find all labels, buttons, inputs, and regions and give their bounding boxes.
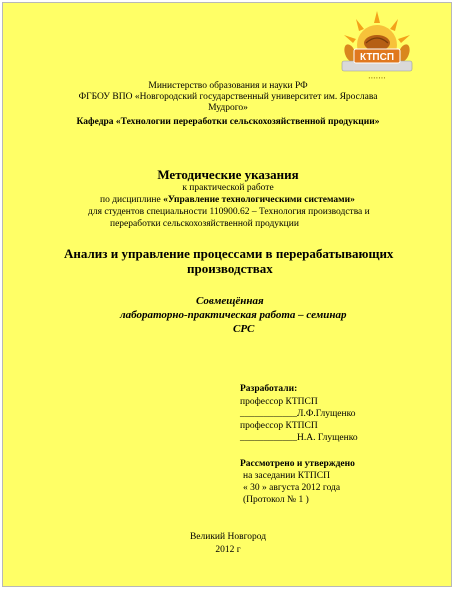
authors-line-3: профессор КТПСП [240, 421, 318, 431]
footer-year: 2012 г [215, 545, 241, 555]
authors-line-1: профессор КТПСП [240, 397, 318, 407]
university-line-2: Мудрого» [208, 103, 248, 113]
discipline-name: «Управление технологическими системами» [163, 195, 355, 205]
topic-line-1: Анализ и управление процессами в перерабатывающих [64, 246, 394, 261]
approval-line-3: (Протокол № 1 ) [243, 495, 309, 505]
university-line-1: ФГБОУ ВПО «Новгородский государственный университет им. Ярослава [78, 92, 378, 102]
work-type-line-2: лабораторно-практическая работа – семинар [120, 309, 347, 321]
ministry-line: Министерство образования и науки РФ [148, 81, 308, 91]
document-page [2, 2, 452, 587]
footer-city: Великий Новгород [189, 532, 267, 542]
work-type-line-1: Совмещённая [196, 295, 264, 307]
logo-caption: ▪ ▪ ▪ ▪ ▪ ▪ ▪ [368, 75, 386, 80]
authors-line-4: ____________Н.А. Глущенко [240, 433, 358, 443]
department-line: Кафедра «Технологии переработки сельскохозяйственной продукции» [76, 117, 380, 127]
work-type-line-3: СРС [233, 323, 255, 335]
title-line-1: к практической работе [182, 183, 274, 193]
logo-text: КТПСП [359, 52, 395, 63]
document-title: Методические указания [157, 167, 299, 182]
approval-line-2: « 30 » августа 2012 года [243, 483, 341, 493]
approval-line-1: на заседании КТПСП [243, 471, 330, 481]
topic-line-2: производствах [187, 261, 273, 276]
title-line-4: переработки сельскохозяйственной продукции [110, 219, 299, 229]
authors-heading: Разработали: [240, 384, 298, 394]
title-line-3: для студентов специальности 110900.62 – Технология производства и [88, 207, 370, 217]
ktpsp-logo [336, 9, 418, 81]
approval-heading: Рассмотрено и утверждено [240, 459, 355, 469]
authors-line-2: ____________Л.Ф.Глущенко [240, 409, 356, 419]
title-line-2: по дисциплине «Управление технологическими системами» [100, 195, 355, 205]
